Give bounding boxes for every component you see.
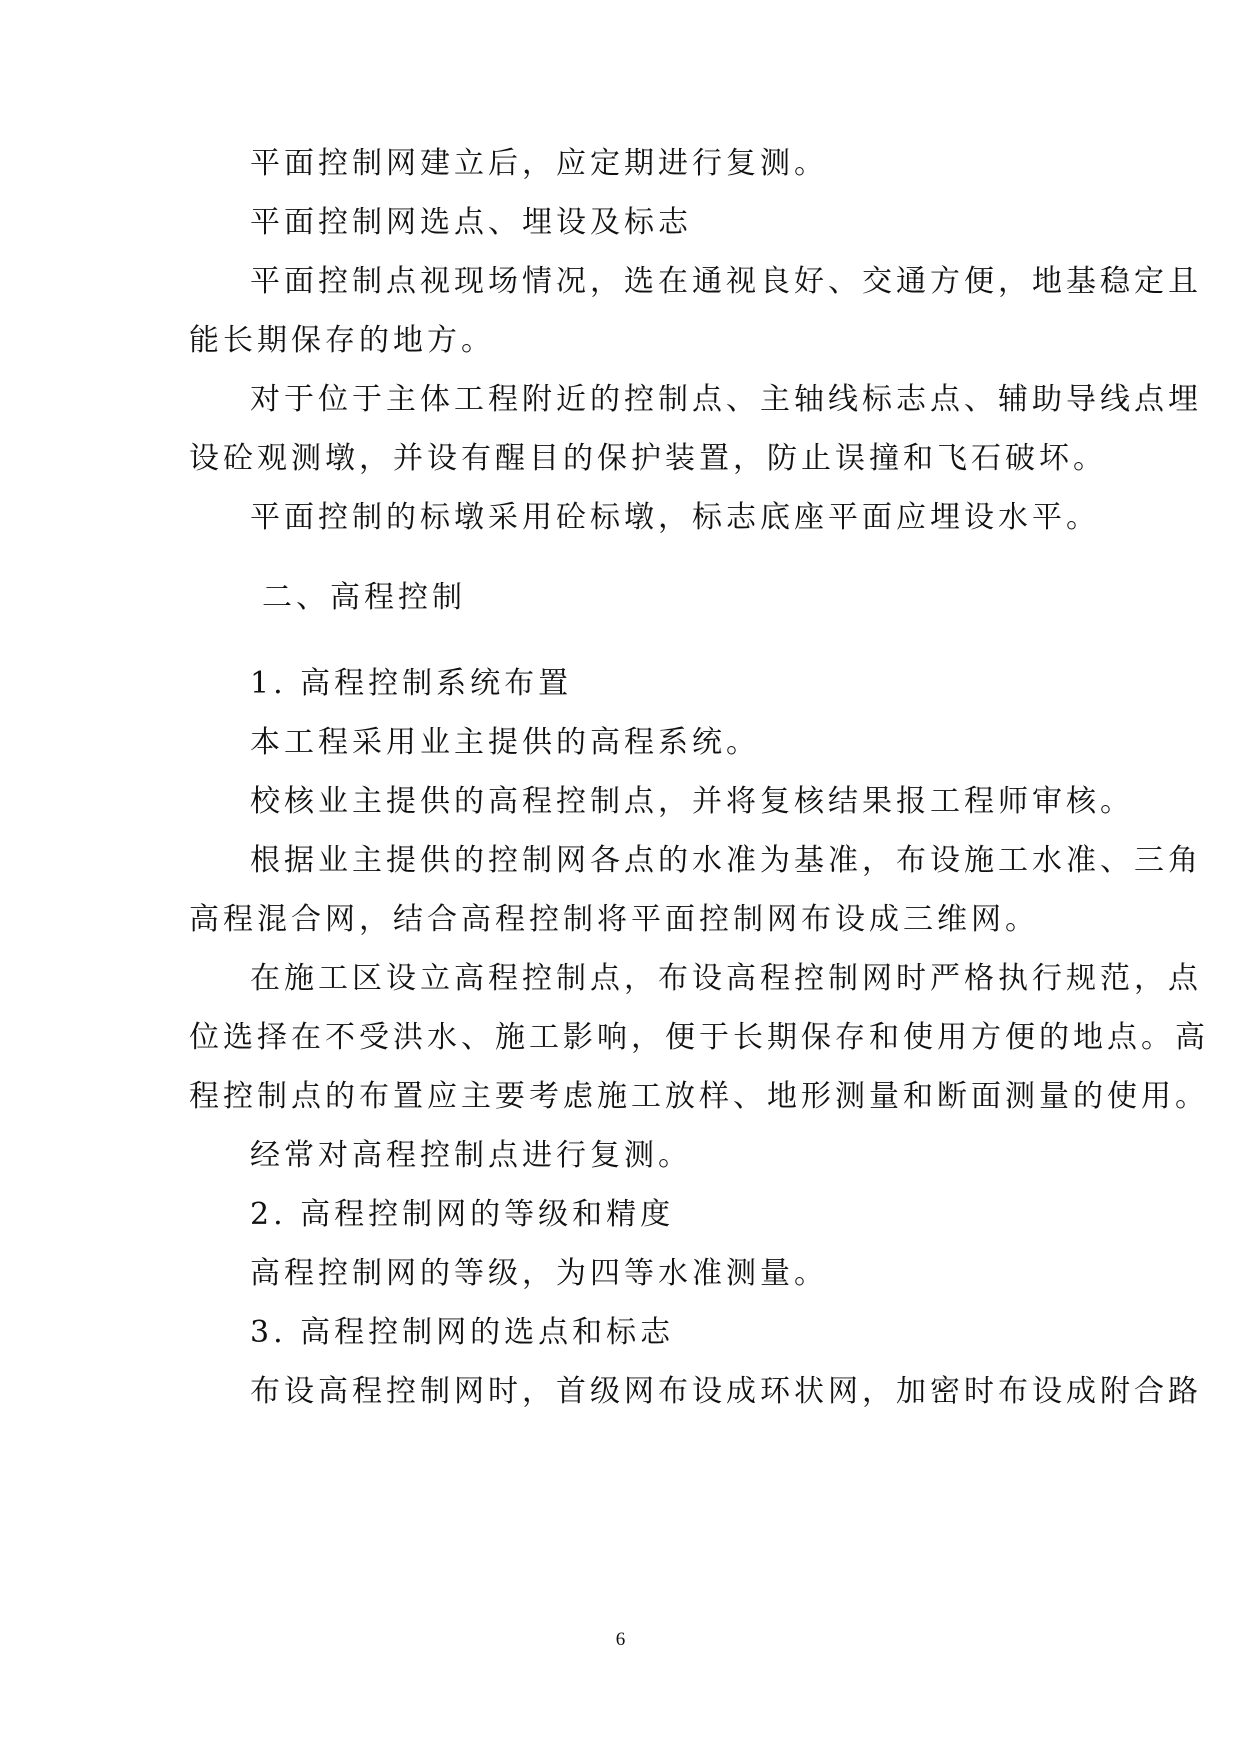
paragraph-line: 经常对高程控制点进行复测。 (250, 1138, 692, 1173)
paragraph-line: 程控制点的布置应主要考虑施工放样、地形测量和断面测量的使用。 (189, 1079, 1209, 1114)
paragraph-line: 对于位于主体工程附近的控制点、主轴线标志点、辅助导线点埋 (250, 382, 1202, 417)
paragraph-line: 设砼观测墩，并设有醒目的保护装置，防止误撞和飞石破坏。 (189, 441, 1107, 476)
paragraph-line: 布设高程控制网时，首级网布设成环状网，加密时布设成附合路 (250, 1374, 1202, 1409)
paragraph-line: 平面控制的标墩采用砼标墩，标志底座平面应埋设水平。 (250, 500, 1100, 535)
paragraph-line: 平面控制网建立后，应定期进行复测。 (250, 146, 828, 181)
subheading: 平面控制网选点、埋设及标志 (250, 205, 692, 240)
paragraph-line: 本工程采用业主提供的高程系统。 (250, 725, 760, 760)
paragraph-line: 高程控制网的等级，为四等水准测量。 (250, 1256, 828, 1291)
paragraph-line: 高程混合网，结合高程控制将平面控制网布设成三维网。 (189, 902, 1039, 937)
subsection-heading: 3. 高程控制网的选点和标志 (250, 1315, 675, 1350)
paragraph-line: 能长期保存的地方。 (189, 323, 495, 358)
subsection-heading: 1. 高程控制系统布置 (250, 666, 573, 701)
paragraph-line: 在施工区设立高程控制点，布设高程控制网时严格执行规范，点 (250, 961, 1202, 996)
paragraph-line: 位选择在不受洪水、施工影响，便于长期保存和使用方便的地点。高 (189, 1020, 1209, 1055)
paragraph-line: 校核业主提供的高程控制点，并将复核结果报工程师审核。 (250, 784, 1134, 819)
section-heading: 二、高程控制 (262, 580, 466, 615)
paragraph-line: 平面控制点视现场情况，选在通视良好、交通方便，地基稳定且 (250, 264, 1202, 299)
subsection-heading: 2. 高程控制网的等级和精度 (250, 1197, 675, 1232)
page-number: 6 (615, 1629, 626, 1650)
paragraph-line: 根据业主提供的控制网各点的水准为基准，布设施工水准、三角 (250, 843, 1202, 878)
